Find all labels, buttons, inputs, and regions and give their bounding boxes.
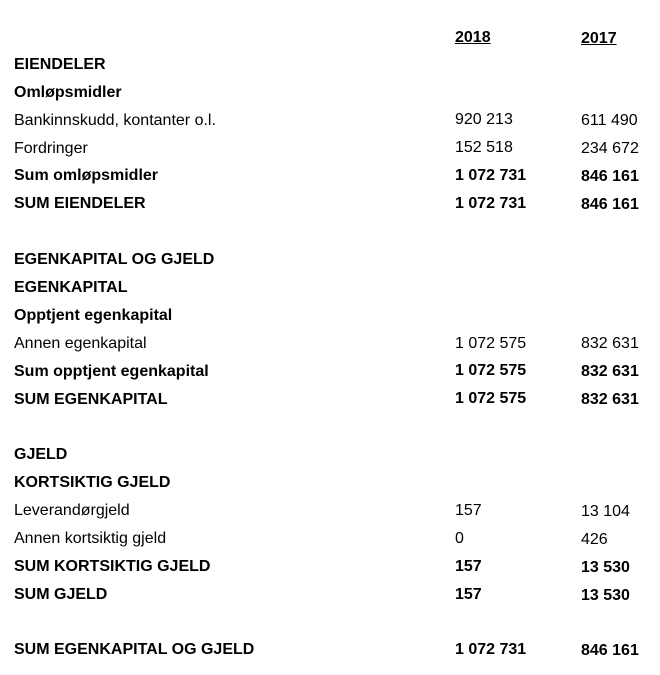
year-header-2017: 2017 xyxy=(581,30,617,47)
subsection-heading: EGENKAPITAL xyxy=(14,279,128,296)
sum-row-value-2017: 832 631 xyxy=(581,391,639,408)
row-value-2018: 1 072 575 xyxy=(455,335,527,352)
sum-row-label: Sum omløpsmidler xyxy=(14,167,159,184)
sum-row-label: SUM GJELD xyxy=(14,586,108,603)
sum-row-value-2017: 13 530 xyxy=(581,587,630,604)
subsection-heading: Omløpsmidler xyxy=(14,84,122,101)
section-heading: EIENDELER xyxy=(14,56,106,73)
grand-total-value-2018: 1 072 731 xyxy=(455,641,527,658)
sum-row-label: SUM EIENDELER xyxy=(14,195,146,212)
sum-row-label: SUM KORTSIKTIG GJELD xyxy=(14,558,211,575)
grand-total-label: SUM EGENKAPITAL OG GJELD xyxy=(14,641,255,658)
row-value-2018: 920 213 xyxy=(455,111,513,128)
sum-row-value-2018: 157 xyxy=(455,558,482,575)
row-value-2017: 13 104 xyxy=(581,503,630,520)
subsection-heading: KORTSIKTIG GJELD xyxy=(14,474,171,491)
row-value-2017: 611 490 xyxy=(581,112,638,129)
section-heading: GJELD xyxy=(14,446,68,463)
sum-row-value-2017: 846 161 xyxy=(581,196,639,213)
sum-row-value-2018: 1 072 731 xyxy=(455,195,527,212)
sum-row-value-2018: 1 072 575 xyxy=(455,362,527,379)
row-value-2017: 832 631 xyxy=(581,335,639,352)
row-label: Annen kortsiktig gjeld xyxy=(14,530,167,547)
section-heading: EGENKAPITAL OG GJELD xyxy=(14,251,215,268)
row-label: Annen egenkapital xyxy=(14,335,147,352)
row-label: Leverandørgjeld xyxy=(14,502,130,519)
sum-row-label: SUM EGENKAPITAL xyxy=(14,391,168,408)
row-label: Bankinnskudd, kontanter o.l. xyxy=(14,112,216,129)
row-value-2018: 157 xyxy=(455,502,482,519)
sum-row-value-2018: 1 072 575 xyxy=(455,390,527,407)
sum-row-value-2017: 13 530 xyxy=(581,559,630,576)
grand-total-value-2017: 846 161 xyxy=(581,642,639,659)
row-value-2017: 234 672 xyxy=(581,140,639,157)
sum-row-label: Sum opptjent egenkapital xyxy=(14,363,209,380)
sum-row-value-2017: 846 161 xyxy=(581,168,639,185)
sum-row-value-2017: 832 631 xyxy=(581,363,639,380)
row-value-2018: 0 xyxy=(455,530,464,547)
sum-row-value-2018: 157 xyxy=(455,586,482,603)
row-value-2017: 426 xyxy=(581,531,608,548)
row-label: Fordringer xyxy=(14,140,88,157)
year-header-2018: 2018 xyxy=(455,29,491,46)
row-value-2018: 152 518 xyxy=(455,139,513,156)
sum-row-value-2018: 1 072 731 xyxy=(455,167,527,184)
subsection-heading: Opptjent egenkapital xyxy=(14,307,173,324)
